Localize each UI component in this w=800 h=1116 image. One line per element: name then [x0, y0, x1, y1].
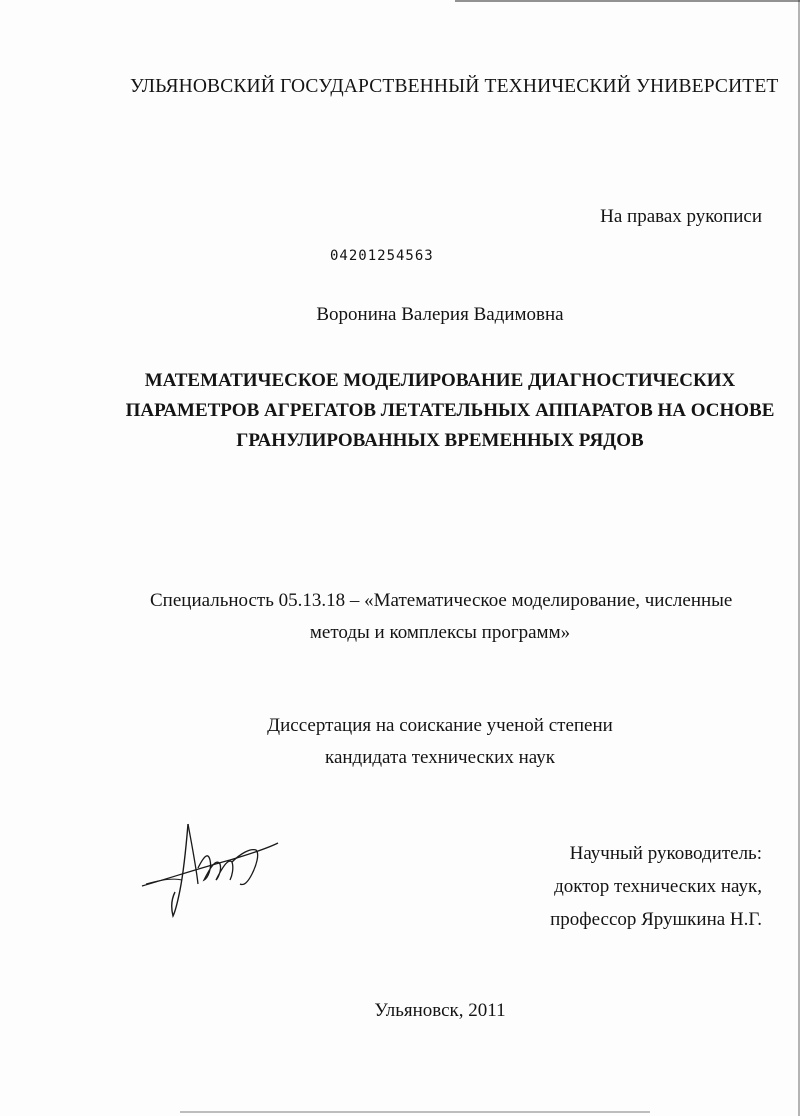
author-name: Воронина Валерия Вадимовна — [316, 304, 564, 325]
dissertation-line-2: кандидата технических наук — [325, 747, 555, 768]
rights-note: На правах рукописи — [600, 206, 762, 227]
document-code: 04201254563 — [330, 248, 434, 264]
scan-edge-bottom — [180, 1111, 650, 1113]
supervisor-degree: доктор технических наук, — [554, 876, 762, 897]
handwritten-signature — [140, 818, 285, 923]
title-line-3: ГРАНУЛИРОВАННЫХ ВРЕМЕННЫХ РЯДОВ — [236, 430, 644, 451]
specialty-line-2: методы и комплексы программ» — [309, 622, 571, 643]
specialty-line-1: Специальность 05.13.18 – «Математическое моделирование, численные — [150, 590, 733, 611]
scan-edge-top — [455, 0, 800, 2]
supervisor-heading: Научный руководитель: — [569, 843, 762, 864]
supervisor-name: профессор Ярушкина Н.Г. — [550, 909, 762, 930]
city-year: Ульяновск, 2011 — [374, 1000, 506, 1021]
university-name: УЛЬЯНОВСКИЙ ГОСУДАРСТВЕННЫЙ ТЕХНИЧЕСКИЙ УНИВЕРСИТЕТ — [130, 76, 779, 97]
title-line-2: ПАРАМЕТРОВ АГРЕГАТОВ ЛЕТАТЕЛЬНЫХ АППАРАТОВ НА ОСНОВЕ — [125, 400, 775, 421]
title-line-1: МАТЕМАТИЧЕСКОЕ МОДЕЛИРОВАНИЕ ДИАГНОСТИЧЕСКИХ — [144, 370, 736, 391]
dissertation-line-1: Диссертация на соискание ученой степени — [267, 715, 613, 736]
